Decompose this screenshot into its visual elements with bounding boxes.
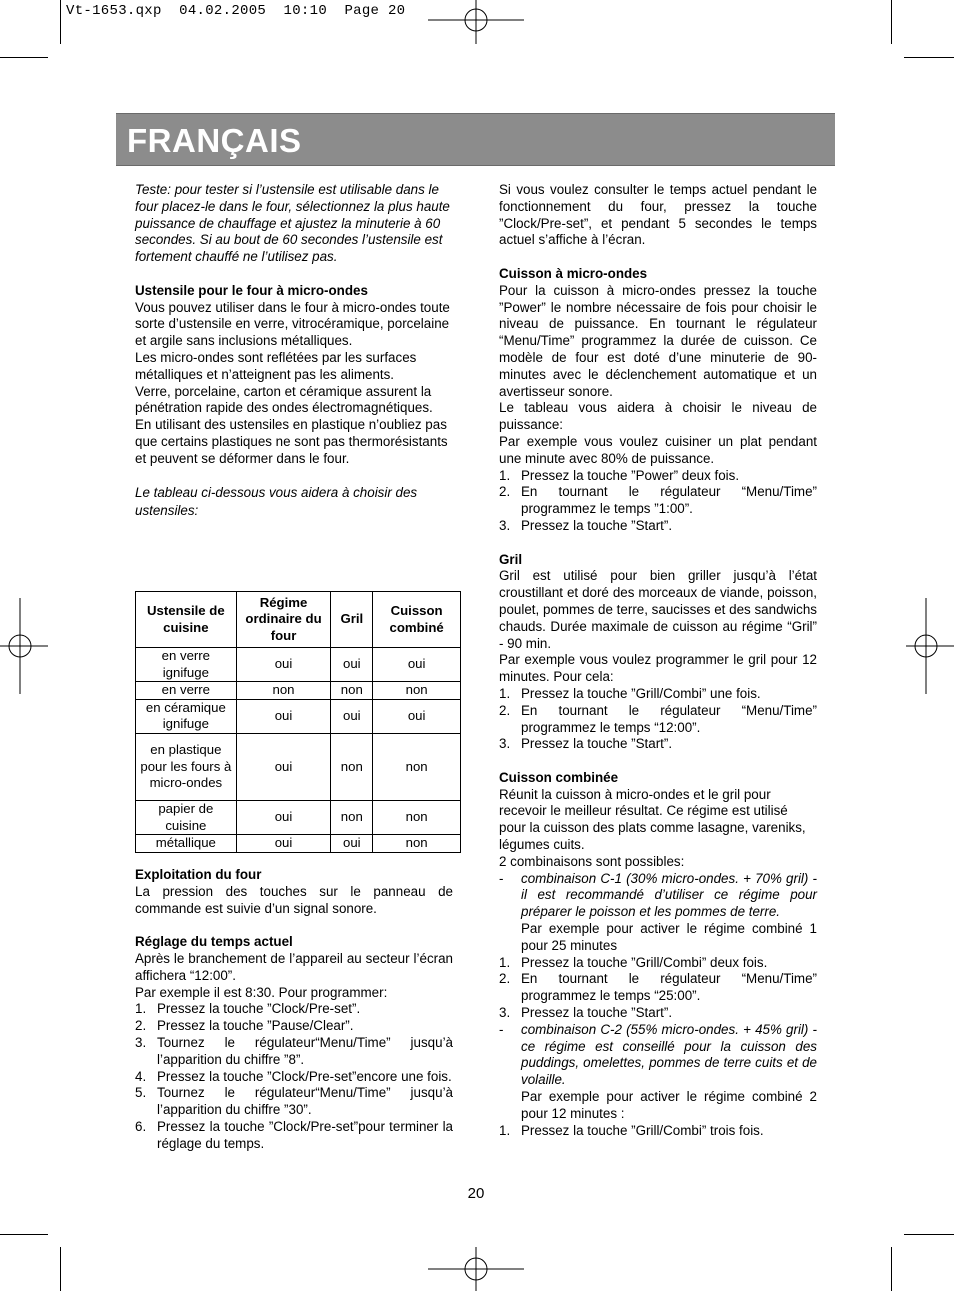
- crop-mark: [904, 57, 954, 58]
- table-cell: non: [373, 733, 461, 800]
- registration-mark-top: [428, 0, 524, 44]
- crop-mark: [891, 1247, 892, 1291]
- list-item: 2. En tournant le régulateur “Menu/Time” programmez le temps “25:00”.: [499, 971, 817, 1004]
- registration-mark-right: [906, 598, 954, 694]
- table-header: Régime ordinaire du four: [236, 592, 331, 648]
- steps-list: [499, 955, 817, 1022]
- crop-mark: [0, 1234, 48, 1235]
- paragraph: Par exemple pour activer le régime combiné 2 pour 12 minutes :: [521, 1089, 817, 1121]
- table-cell: non: [331, 733, 373, 800]
- utensil-table: [135, 591, 461, 853]
- paragraph: En utilisant des ustensiles en plastique n’oubliez pas que certains plastiques ne sont pas thermorésistants et peuvent se déformer dans le four.: [135, 417, 448, 466]
- list-item: 2. En tournant le régulateur “Menu/Time” programmez le temps ”1:00”.: [499, 484, 817, 517]
- list-item: 3. Tournez le régulateur“Menu/Time” jusqu’à l’apparition du chiffre ”8”.: [135, 1034, 453, 1067]
- list-item: 3. Pressez la touche ”Start”.: [499, 736, 673, 752]
- list-item: 1. Pressez la touche ”Clock/Pre-set”.: [135, 1001, 361, 1017]
- paragraph: Le tableau vous aidera à choisir le niveau de puissance:: [499, 400, 817, 433]
- table-cell: non: [373, 835, 461, 853]
- table-cell: oui: [331, 699, 373, 733]
- paragraph: Par exemple vous voulez cuisiner un plat pendant une minute avec 80% de puissance.: [499, 433, 817, 466]
- table-cell: oui: [373, 699, 461, 733]
- table-cell: papier de cuisine: [136, 800, 237, 834]
- table-cell: oui: [236, 699, 331, 733]
- table-cell: métallique: [136, 835, 237, 853]
- page-number: 20: [467, 1185, 485, 1202]
- table-cell: non: [373, 682, 461, 700]
- list-item: 4. Pressez la touche ”Clock/Pre-set”encore une fois.: [135, 1068, 452, 1084]
- table-row: [136, 682, 461, 700]
- paragraph: Verre, porcelaine, carton et céramique assurent la pénétration rapide des ondes électromagnétiques.: [135, 383, 433, 416]
- section-heading-micro-ondes: Cuisson à micro-ondes: [499, 265, 648, 281]
- table-header: Cuisson combiné: [373, 592, 461, 648]
- table-cell: oui: [236, 800, 331, 834]
- list-item: 3. Pressez la touche ”Start”.: [499, 517, 673, 533]
- registration-mark-bottom: [428, 1247, 524, 1291]
- paragraph: Par exemple vous voulez programmer le gril pour 12 minutes. Pour cela:: [499, 652, 817, 685]
- table-cell: non: [331, 800, 373, 834]
- list-item: 3. Pressez la touche ”Start”.: [499, 1005, 673, 1021]
- paragraph: Les micro-ondes sont reflétées par les surfaces métalliques et n’atteignent pas les aliments.: [135, 349, 417, 382]
- list-item: 2. En tournant le régulateur “Menu/Time” programmez le temps “12:00”.: [499, 702, 817, 735]
- paragraph: 2 combinaisons sont possibles:: [499, 853, 685, 869]
- right-column: [499, 182, 817, 1139]
- title-bar: [116, 113, 835, 166]
- table-cell: en plastique pour les fours à micro-ondes: [136, 733, 237, 800]
- section-heading-exploitation: Exploitation du four: [135, 867, 262, 882]
- page-title: FRANÇAIS: [127, 122, 302, 159]
- table-cell: non: [373, 800, 461, 834]
- left-column: [135, 182, 453, 520]
- list-item: 6. Pressez la touche ”Clock/Pre-set”pour terminer la réglage du temps.: [135, 1118, 453, 1151]
- paragraph: Après le branchement de l’appareil au secteur l’écran affichera “12:00”.: [135, 950, 453, 983]
- table-cell: oui: [236, 835, 331, 853]
- table-header: Ustensile de cuisine: [136, 592, 237, 648]
- table-cell: oui: [236, 648, 331, 682]
- table-cell: oui: [331, 648, 373, 682]
- table-row: [136, 699, 461, 733]
- crop-mark: [60, 1247, 61, 1291]
- section-heading-gril: Gril: [499, 551, 523, 567]
- paragraph: Pour la cuisson à micro-ondes pressez la touche ”Power” le nombre nécessaire de fois pour choisir le niveau de puissance. En tournant le régulateur “Menu/Time” programmez la durée de cuisson. Ce modèle de four est doté d’une minuterie de 90-minutes avec le déclenchement automatique et un avertisseur sonore.: [499, 282, 817, 399]
- steps-list: [499, 686, 817, 753]
- table-cell: non: [236, 682, 331, 700]
- list-item: 1. Pressez la touche ”Grill/Combi” trois fois.: [499, 1122, 764, 1138]
- table-intro: Le tableau ci-dessous vous aidera à choisir des ustensiles:: [135, 485, 418, 519]
- table-cell: non: [331, 682, 373, 700]
- paragraph: Si vous voulez consulter le temps actuel pendant le fonctionnement du four, pressez la touche ”Clock/Pre-set”, et pendant 5 secondes le temps actuel s’affiche à l’écran.: [499, 182, 817, 248]
- list-item: 1. Pressez la touche ”Power” deux fois.: [499, 467, 740, 483]
- combination-item: - combinaison C-1 (30% micro-ondes. + 70% gril) - il est recommandé d’utiliser ce régime pour préparer le poisson et les pommes de terre.: [499, 870, 817, 920]
- table-cell: oui: [373, 648, 461, 682]
- crop-mark: [0, 57, 48, 58]
- table-cell: oui: [236, 733, 331, 800]
- list-item: 1. Pressez la touche ”Grill/Combi” une fois.: [499, 685, 761, 701]
- paragraph: La pression des touches sur le panneau de commande est suivie d’un signal sonore.: [135, 883, 453, 916]
- steps-list: [135, 1001, 453, 1152]
- table-header: Gril: [331, 592, 373, 648]
- table-cell: en céramique ignifuge: [136, 699, 237, 733]
- list-item: 5. Tournez le régulateur“Menu/Time” jusqu’à l’apparition du chiffre ”30”.: [135, 1085, 453, 1118]
- table-cell: en verre: [136, 682, 237, 700]
- table-row: [136, 800, 461, 834]
- left-column-lower: [135, 867, 453, 1153]
- table-row: [136, 648, 461, 682]
- registration-mark-left: [0, 598, 48, 694]
- section-heading-reglage: Réglage du temps actuel: [135, 934, 293, 950]
- table-header-row: [136, 592, 461, 648]
- paragraph: Réunit la cuisson à micro-ondes et le gril pour recevoir le meilleur résultat. Ce régime est utilisé pour la cuisson des plats comme lasagne, vareniks, légumes cuits.: [499, 786, 806, 853]
- steps-list: [499, 468, 817, 535]
- table-cell: en verre ignifuge: [136, 648, 237, 682]
- crop-mark: [891, 0, 892, 44]
- list-item: 2. Pressez la touche ”Pause/Clear”.: [135, 1018, 354, 1034]
- crop-mark: [60, 0, 61, 44]
- paragraph: Par exemple pour activer le régime combiné 1 pour 25 minutes: [521, 921, 817, 953]
- steps-list: [499, 1123, 817, 1140]
- crop-mark: [904, 1234, 954, 1235]
- list-item: 1. Pressez la touche ”Grill/Combi” deux fois.: [499, 954, 768, 970]
- section-heading-combinee: Cuisson combinée: [499, 769, 619, 785]
- table-cell: oui: [331, 835, 373, 853]
- paragraph: Par exemple il est 8:30. Pour programmer:: [135, 984, 388, 1000]
- paragraph: Vous pouvez utiliser dans le four à micro-ondes toute sorte d’ustensile en verre, vitrocéramique, porcelaine et argile sans inclusions métalliques.: [135, 299, 450, 349]
- section-heading-ustensile: Ustensile pour le four à micro-ondes: [135, 282, 368, 298]
- table-row: [136, 835, 461, 853]
- print-slug: Vt-1653.qxp 04.02.2005 10:10 Page 20: [66, 3, 406, 19]
- table-row: [136, 733, 461, 800]
- test-note: Teste: pour tester si l’ustensile est utilisable dans le four placez-le dans le four, sélectionnez la plus haute puissance de chauffage et ajustez la minuterie à 60 secondes. Si au bout de 60 secondes l’ustensile est fortement chauffé ne l’utilisez pas.: [135, 182, 450, 265]
- paragraph: Gril est utilisé pour bien griller jusqu’à l’état croustillant et doré des morceaux de viande, poisson, poulet, pommes de terre, saucisses et des sandwichs chauds. Durée maximale de cuisson au régime “Gril” - 90 min.: [499, 568, 817, 651]
- combination-item: - combinaison C-2 (55% micro-ondes. + 45% gril) - ce régime est conseillé pour la cuisson des puddings, omelettes, pommes de terre cuits et de volaille.: [499, 1021, 817, 1088]
